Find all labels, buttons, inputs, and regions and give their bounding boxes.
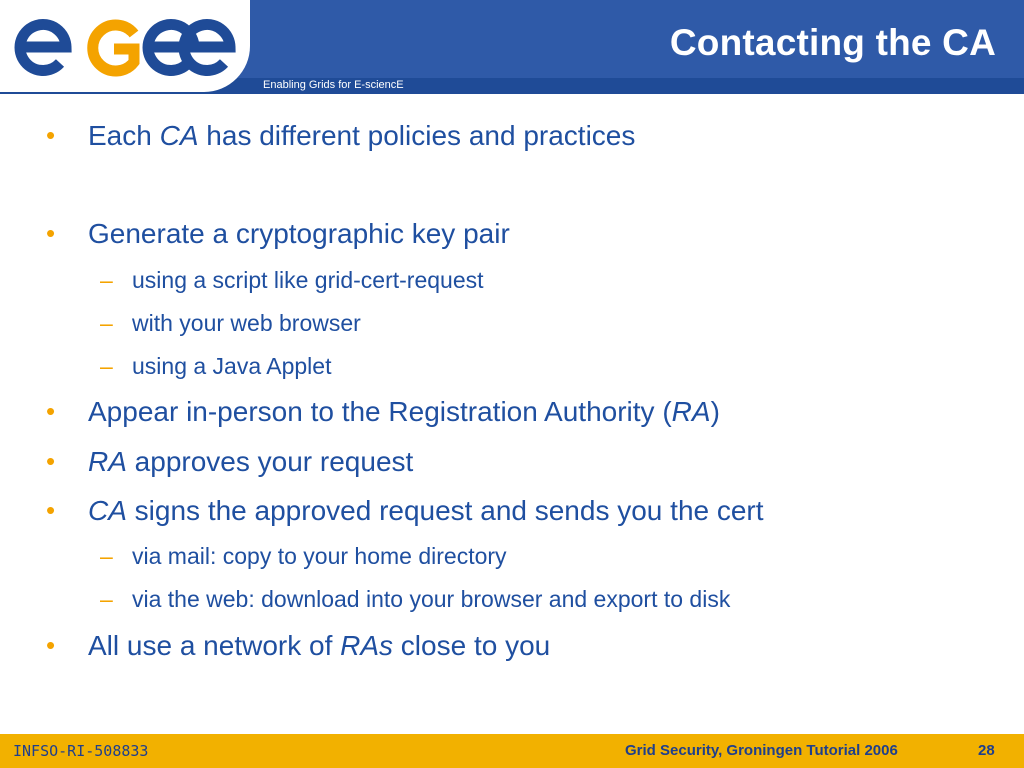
bullet-text-part: Each	[88, 120, 160, 151]
bullet-marker: •	[46, 446, 56, 476]
bullet-text	[88, 495, 764, 527]
sub-bullet-text: using a Java Applet	[132, 353, 332, 379]
bullet-marker: •	[46, 120, 56, 150]
sub-bullet-marker: –	[100, 267, 113, 293]
bullet-marker: •	[46, 396, 56, 426]
logo-tagline: Enabling Grids for E-sciencE	[263, 79, 404, 91]
bullet-text	[88, 396, 720, 428]
sub-bullet-marker: –	[100, 586, 113, 612]
bullet-emphasis: RA	[671, 396, 711, 427]
bullet-marker: •	[46, 495, 56, 525]
sub-bullet-marker: –	[100, 310, 113, 336]
footer-event-title: Grid Security, Groningen Tutorial 2006	[625, 742, 898, 759]
bullet-text-part: has different policies and practices	[198, 120, 636, 151]
bullet-text-part: approves your request	[126, 446, 414, 477]
bullet-text	[88, 120, 635, 152]
project-code: INFSO-RI-508833	[13, 742, 149, 760]
bullet-emphasis: CA	[159, 120, 199, 151]
sub-bullet-text: via mail: copy to your home directory	[132, 543, 507, 569]
sub-bullet-marker: –	[100, 543, 113, 569]
bullet-text	[88, 630, 550, 662]
bullet-text	[88, 446, 413, 478]
bullet-emphasis: RA	[88, 446, 127, 477]
egee-logo-mark	[10, 12, 240, 82]
bullet-emphasis: CA	[88, 495, 127, 526]
bullet-text-part: )	[710, 396, 720, 427]
slide-footer	[0, 734, 1024, 768]
egee-logo	[0, 0, 250, 92]
sub-bullet-text: using a script like grid-cert-request	[132, 267, 484, 293]
bullet-marker: •	[46, 630, 56, 660]
bullet-marker: •	[46, 218, 56, 248]
sub-bullet-text: via the web: download into your browser and export to disk	[132, 586, 731, 612]
sub-bullet-text: with your web browser	[132, 310, 361, 336]
bullet-text: Generate a cryptographic key pair	[88, 218, 510, 249]
bullet-text-part: close to you	[393, 630, 551, 661]
bullet-text-part: Appear in-person to the Registration Authority (	[88, 396, 672, 427]
bullet-emphasis: RAs	[340, 630, 394, 661]
bullet-text-part: signs the approved request and sends you the cert	[126, 495, 764, 526]
page-number: 28	[978, 742, 995, 759]
logo-wordmark	[0, 0, 1, 1]
slide-title: Contacting the CA	[669, 22, 996, 63]
slide-header	[0, 0, 1024, 96]
sub-bullet-marker: –	[100, 353, 113, 379]
bullet-text-part: All use a network of	[88, 630, 341, 661]
